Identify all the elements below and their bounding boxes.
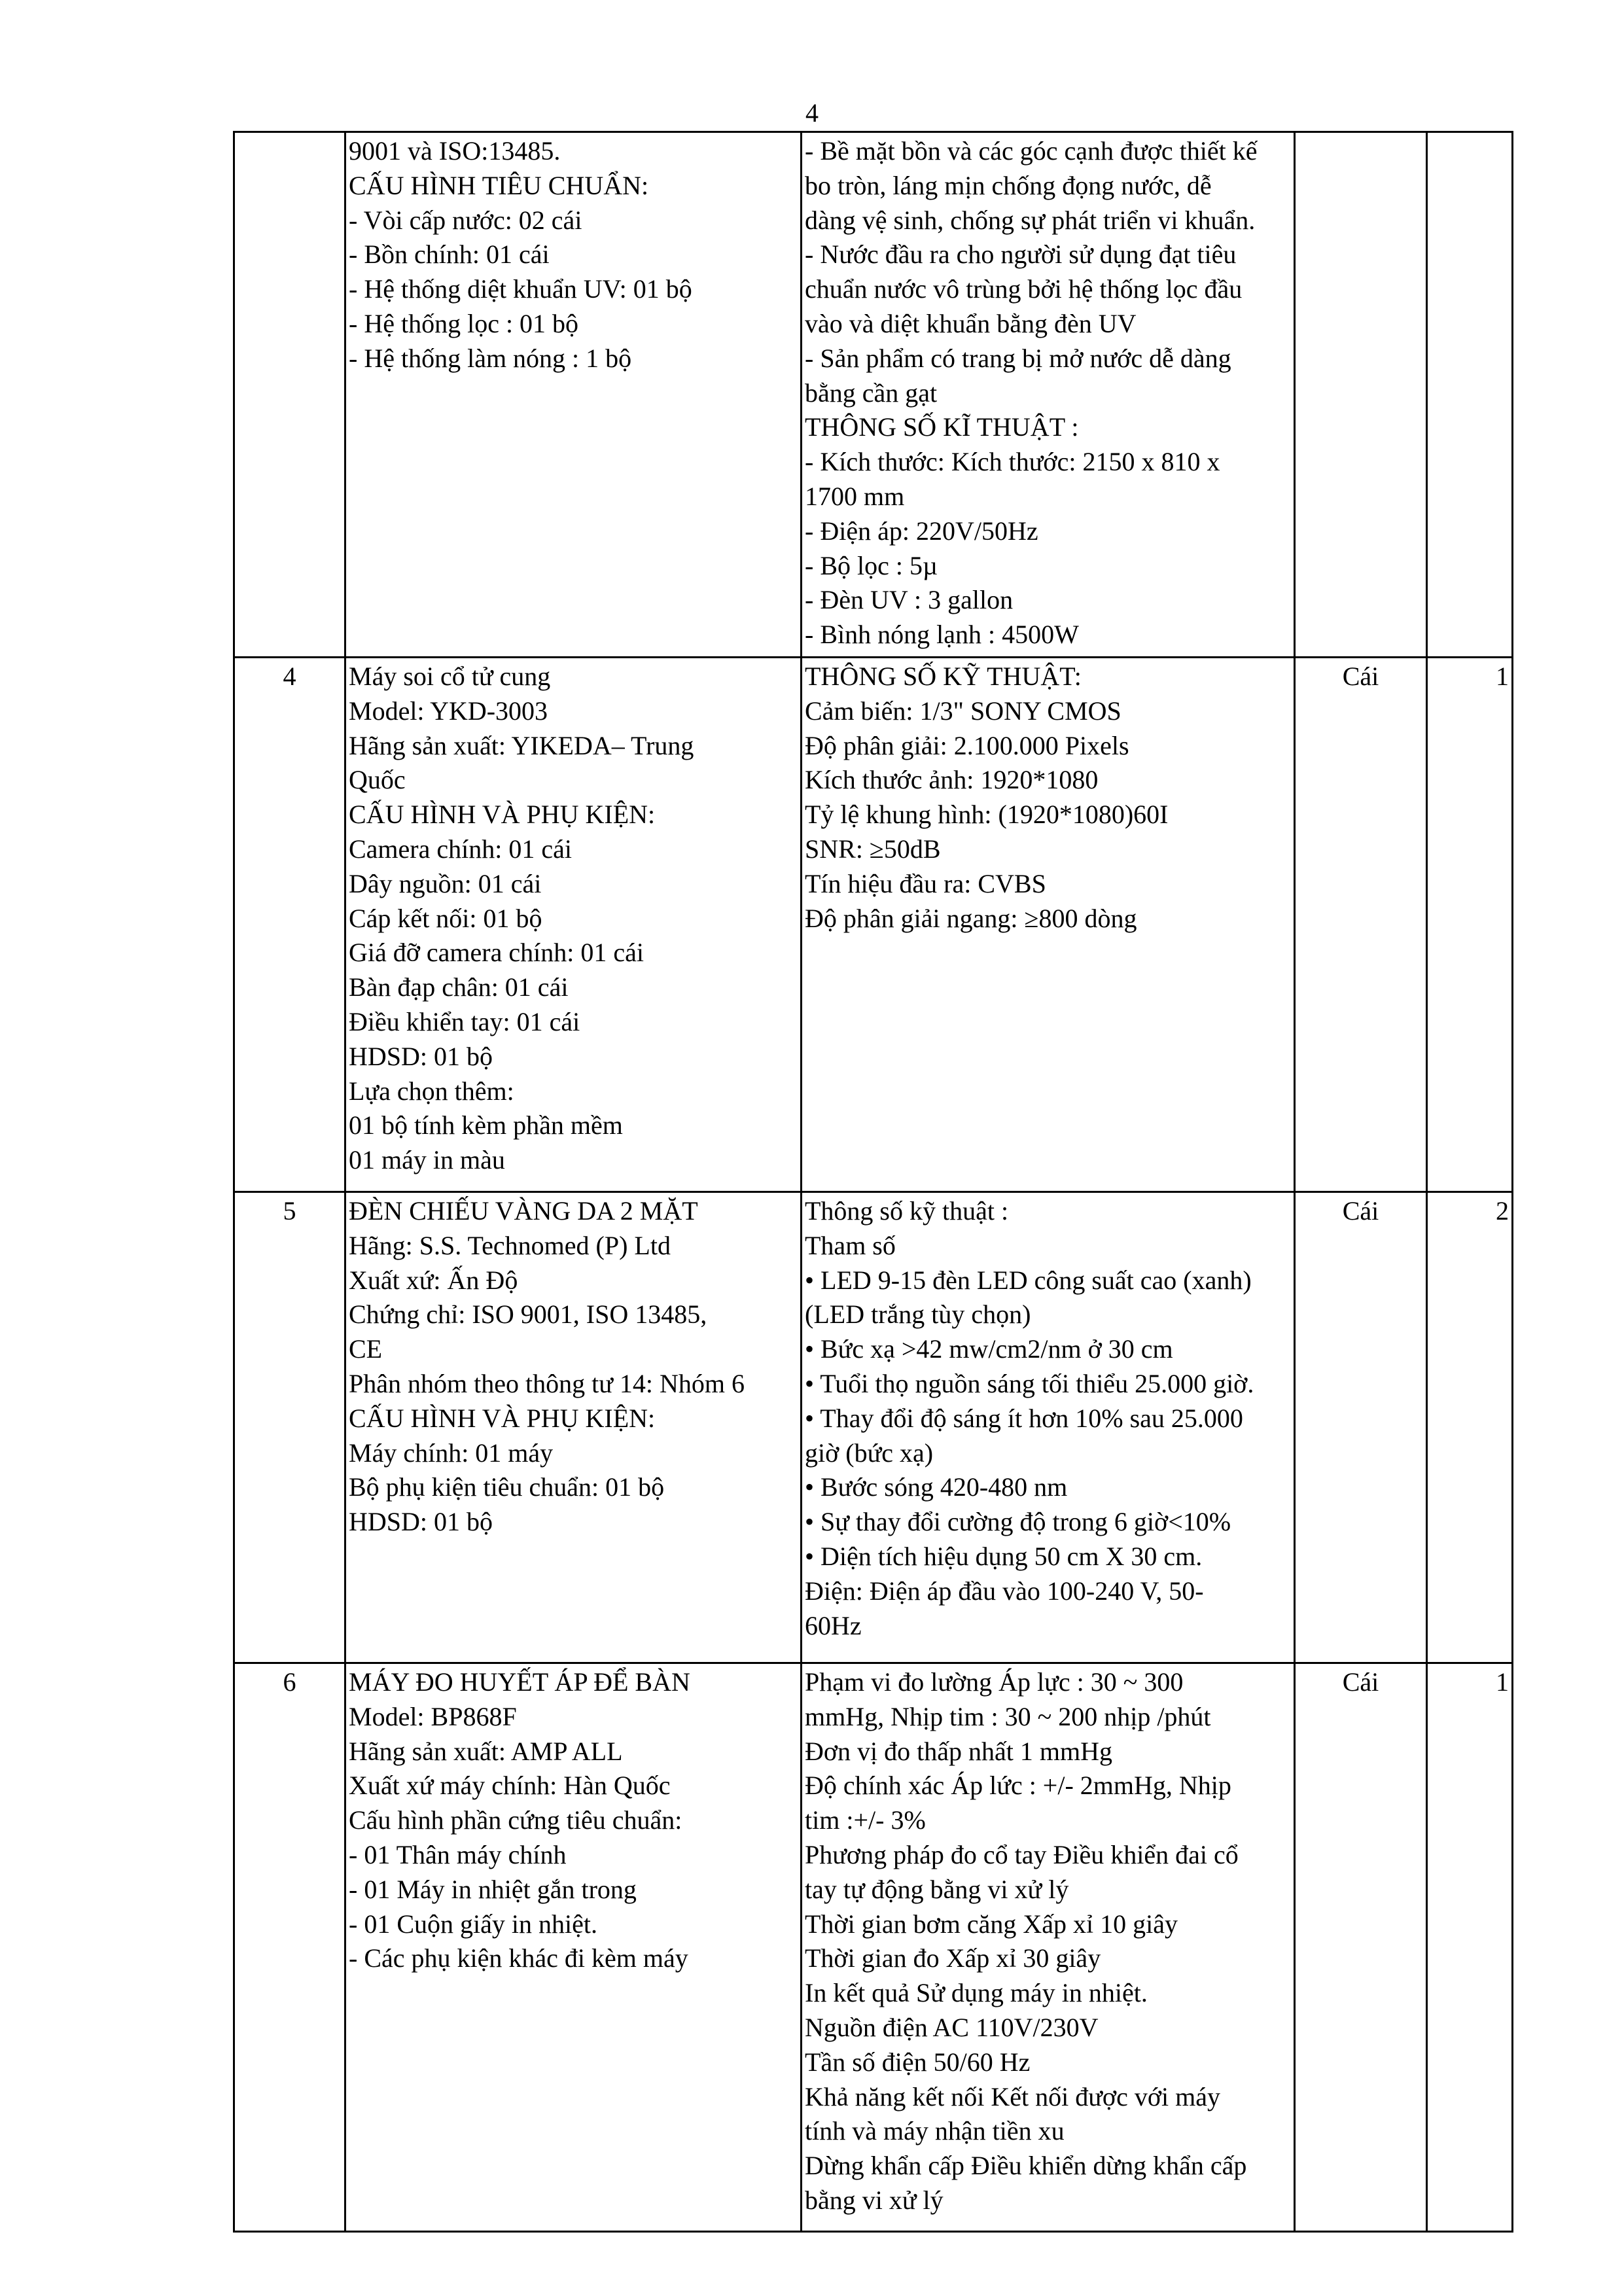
spec-line: • Bức xạ >42 mw/cm2/nm ở 30 cm <box>805 1334 1173 1364</box>
spec-line: bằng vi xử lý <box>805 2185 944 2215</box>
spec-line: - Điện áp: 220V/50Hz <box>805 516 1038 546</box>
table-row <box>234 1663 1513 2231</box>
spec-line: Tần số điện 50/60 Hz <box>805 2047 1031 2077</box>
description-line: Bộ phụ kiện tiêu chuẩn: 01 bộ <box>349 1472 665 1502</box>
spec-line: dàng vệ sinh, chống sự phát triển vi khuẩn. <box>805 205 1256 235</box>
description-line: 01 bộ tính kèm phần mềm <box>349 1110 623 1140</box>
description-line: Hãng sản xuất: AMP ALL <box>349 1736 623 1766</box>
description-line: Máy soi cổ tử cung <box>349 661 551 691</box>
technical-spec-cell <box>802 1663 1295 2231</box>
spec-line: Phương pháp đo cổ tay Điều khiển đai cổ <box>805 1839 1239 1869</box>
description-line: Lựa chọn thêm: <box>349 1076 514 1106</box>
spec-line: Tỷ lệ khung hình: (1920*1080)60I <box>805 800 1169 830</box>
spec-line: tim :+/- 3% <box>805 1805 926 1835</box>
table-row <box>234 132 1513 658</box>
description-line: Bàn đạp chân: 01 cái <box>349 972 569 1002</box>
spec-line: tay tự động bằng vi xử lý <box>805 1874 1069 1904</box>
spec-line: • Sự thay đổi cường độ trong 6 giờ<10% <box>805 1507 1231 1537</box>
spec-line: - Nước đầu ra cho người sử dụng đạt tiêu <box>805 239 1237 270</box>
description-line: 01 máy in màu <box>349 1145 505 1175</box>
description-line: Giá đỡ camera chính: 01 cái <box>349 938 644 968</box>
description-line: - 01 Cuộn giấy in nhiệt. <box>349 1909 597 1939</box>
spec-line: - Kích thước: Kích thước: 2150 x 810 x <box>805 447 1220 477</box>
row-number-cell: 4 <box>234 657 345 1192</box>
unit-cell: Cái <box>1295 657 1427 1192</box>
quantity-cell <box>1427 132 1513 658</box>
spec-line: • Diện tích hiệu dụng 50 cm X 30 cm. <box>805 1541 1203 1571</box>
item-description-cell <box>345 132 802 658</box>
spec-line: Điện: Điện áp đầu vào 100-240 V, 50- <box>805 1576 1204 1606</box>
unit-cell: Cái <box>1295 1663 1427 2231</box>
description-line: Hãng sản xuất: YIKEDA– Trung <box>349 730 694 760</box>
spec-line: • Tuổi thọ nguồn sáng tối thiểu 25.000 giờ. <box>805 1368 1254 1398</box>
unit-cell: Cái <box>1295 1192 1427 1663</box>
spec-line: - Bình nóng lạnh : 4500W <box>805 620 1079 650</box>
technical-spec-cell <box>802 1192 1295 1663</box>
description-line: Camera chính: 01 cái <box>349 834 572 864</box>
spec-line: THÔNG SỐ KĨ THUẬT : <box>805 412 1079 442</box>
page-number: 4 <box>805 98 819 128</box>
description-line: CE <box>349 1334 383 1364</box>
description-line: - 01 Thân máy chính <box>349 1839 567 1869</box>
description-line: - Vòi cấp nước: 02 cái <box>349 205 582 235</box>
spec-line: Cảm biến: 1/3" SONY CMOS <box>805 696 1121 726</box>
spec-line: Nguồn điện AC 110V/230V <box>805 2012 1099 2042</box>
equipment-spec-table <box>233 131 1513 2233</box>
description-line: - Hệ thống diệt khuẩn UV: 01 bộ <box>349 274 692 304</box>
description-line: Dây nguồn: 01 cái <box>349 868 542 898</box>
description-line: - Bồn chính: 01 cái <box>349 239 550 270</box>
description-line: Model: BP868F <box>349 1701 517 1731</box>
technical-spec-cell <box>802 132 1295 658</box>
spec-line: • Bước sóng 420-480 nm <box>805 1472 1068 1502</box>
spec-line: (LED trắng tùy chọn) <box>805 1299 1031 1330</box>
quantity-cell: 1 <box>1427 1663 1513 2231</box>
description-line: CẤU HÌNH TIÊU CHUẨN: <box>349 170 649 200</box>
description-line: Xuất xứ: Ấn Độ <box>349 1265 518 1295</box>
spec-line: Thời gian đo Xấp xỉ 30 giây <box>805 1943 1101 1973</box>
spec-line: mmHg, Nhịp tim : 30 ~ 200 nhịp /phút <box>805 1701 1211 1731</box>
spec-line: - Bộ lọc : 5µ <box>805 550 938 580</box>
description-line: - Hệ thống lọc : 01 bộ <box>349 308 579 338</box>
description-line: ĐÈN CHIẾU VÀNG DA 2 MẶT <box>349 1195 698 1226</box>
spec-line: giờ (bức xạ) <box>805 1438 934 1468</box>
spec-line: 1700 mm <box>805 481 905 511</box>
row-number-cell: 5 <box>234 1192 345 1663</box>
spec-line: - Sản phẩm có trang bị mở nước dễ dàng <box>805 343 1231 373</box>
spec-line: • LED 9-15 đèn LED công suất cao (xanh) <box>805 1265 1252 1295</box>
spec-line: chuẩn nước vô trùng bởi hệ thống lọc đầu <box>805 274 1243 304</box>
spec-line: bo tròn, láng mịn chống đọng nước, dễ <box>805 170 1212 200</box>
description-line: - Hệ thống làm nóng : 1 bộ <box>349 343 632 373</box>
description-line: - Các phụ kiện khác đi kèm máy <box>349 1943 688 1973</box>
description-line: MÁY ĐO HUYẾT ÁP ĐỂ BÀN <box>349 1667 690 1697</box>
item-description-cell <box>345 1663 802 2231</box>
spec-line: Độ phân giải: 2.100.000 Pixels <box>805 730 1129 760</box>
spec-line: Độ phân giải ngang: ≥800 dòng <box>805 903 1137 933</box>
unit-cell <box>1295 132 1427 658</box>
description-line: Phân nhóm theo thông tư 14: Nhóm 6 <box>349 1368 745 1398</box>
spec-line: - Đèn UV : 3 gallon <box>805 585 1014 615</box>
spec-line: • Thay đổi độ sáng ít hơn 10% sau 25.000 <box>805 1403 1243 1433</box>
technical-spec-cell <box>802 657 1295 1192</box>
description-line: Xuất xứ máy chính: Hàn Quốc <box>349 1771 671 1801</box>
item-description-cell <box>345 1192 802 1663</box>
quantity-cell: 1 <box>1427 657 1513 1192</box>
description-line: 9001 và ISO:13485. <box>349 136 561 166</box>
description-line: Điều khiển tay: 01 cái <box>349 1006 580 1036</box>
description-line: - 01 Máy in nhiệt gắn trong <box>349 1874 637 1904</box>
spec-line: SNR: ≥50dB <box>805 834 941 864</box>
row-number-cell <box>234 132 345 658</box>
spec-line: Phạm vi đo lường Áp lực : 30 ~ 300 <box>805 1667 1184 1697</box>
table-row <box>234 657 1513 1192</box>
description-line: Model: YKD-3003 <box>349 696 548 726</box>
spec-line: Kích thước ảnh: 1920*1080 <box>805 765 1099 795</box>
description-line: Quốc <box>349 765 406 795</box>
description-line: Hãng: S.S. Technomed (P) Ltd <box>349 1230 671 1260</box>
spec-line: Thời gian bơm căng Xấp xỉ 10 giây <box>805 1909 1178 1939</box>
spec-line: bằng cần gạt <box>805 378 938 408</box>
spec-line: Đơn vị đo thấp nhất 1 mmHg <box>805 1736 1112 1766</box>
spec-line: tính và máy nhận tiền xu <box>805 2116 1065 2146</box>
row-number-cell: 6 <box>234 1663 345 2231</box>
description-line: HDSD: 01 bộ <box>349 1507 493 1537</box>
table-row <box>234 1192 1513 1663</box>
spec-line: Khả năng kết nối Kết nối được với máy <box>805 2081 1220 2111</box>
spec-line: Thông số kỹ thuật : <box>805 1195 1009 1226</box>
spec-line: - Bề mặt bồn và các góc cạnh được thiết kế <box>805 136 1258 166</box>
quantity-cell: 2 <box>1427 1192 1513 1663</box>
spec-line: THÔNG SỐ KỸ THUẬT: <box>805 661 1082 691</box>
spec-line: Tham số <box>805 1230 896 1260</box>
description-line: Máy chính: 01 máy <box>349 1438 554 1468</box>
spec-line: vào và diệt khuẩn bằng đèn UV <box>805 308 1137 338</box>
description-line: Chứng chỉ: ISO 9001, ISO 13485, <box>349 1299 707 1330</box>
spec-line: Tín hiệu đầu ra: CVBS <box>805 868 1046 898</box>
description-line: Cáp kết nối: 01 bộ <box>349 903 542 933</box>
spec-line: Độ chính xác Áp lức : +/- 2mmHg, Nhịp <box>805 1771 1231 1801</box>
description-line: HDSD: 01 bộ <box>349 1041 493 1071</box>
spec-line: In kết quả Sử dụng máy in nhiệt. <box>805 1978 1148 2008</box>
item-description-cell <box>345 657 802 1192</box>
spec-line: Dừng khẩn cấp Điều khiển dừng khẩn cấp <box>805 2151 1247 2181</box>
description-line: CẤU HÌNH VÀ PHỤ KIỆN: <box>349 1403 656 1433</box>
description-line: Cấu hình phần cứng tiêu chuẩn: <box>349 1805 682 1835</box>
description-line: CẤU HÌNH VÀ PHỤ KIỆN: <box>349 800 656 830</box>
spec-line: 60Hz <box>805 1610 862 1640</box>
